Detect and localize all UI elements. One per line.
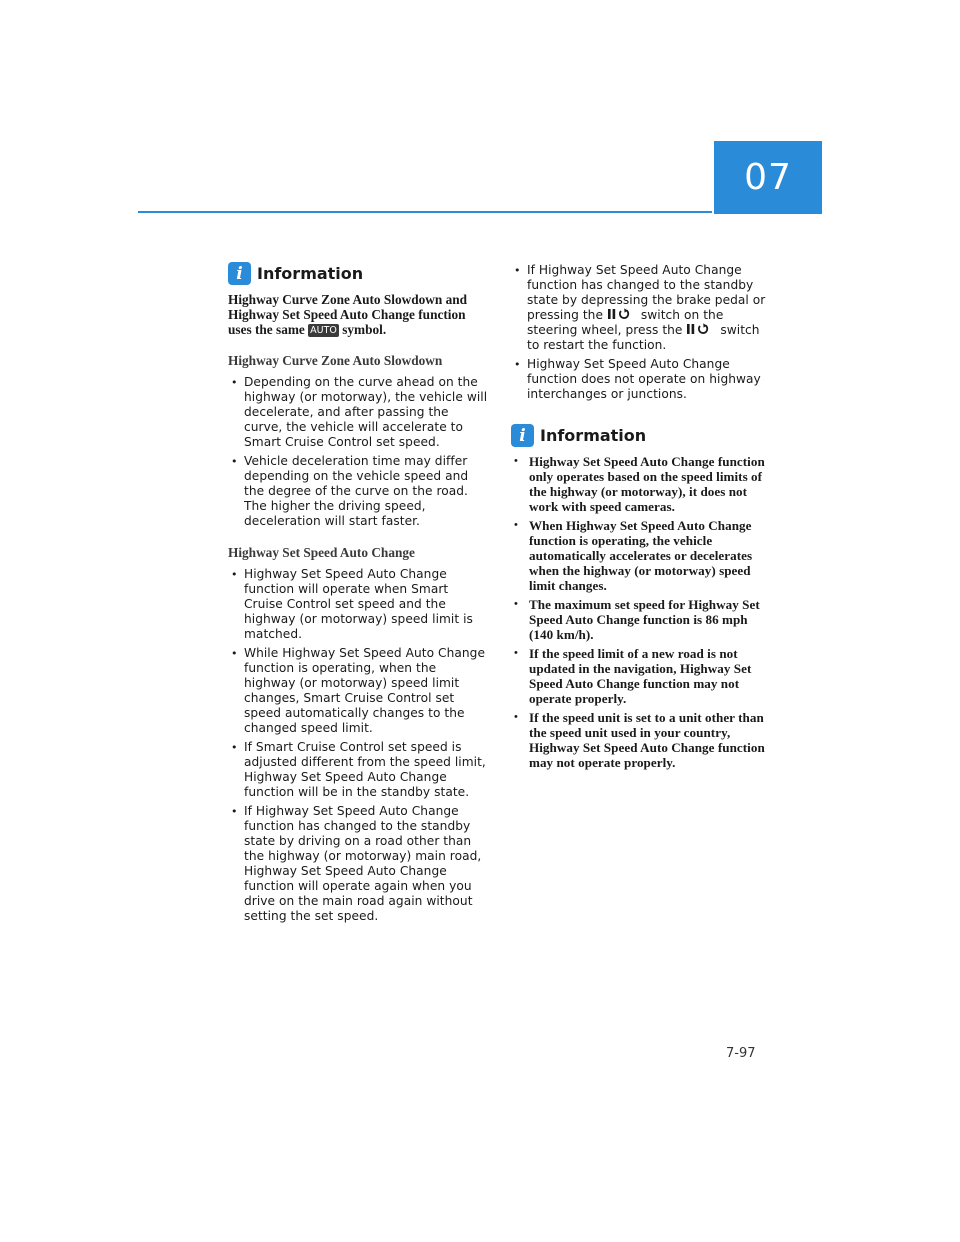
list-item: • If Highway Set Speed Auto Change function has changed to the standby state by driving on a road other than the highway (or motorway) main road, Highway Set Speed Auto Change function will operate again when you drive on the main road again without setting the set speed.	[228, 804, 490, 924]
page-number: 7-97	[726, 1046, 756, 1061]
list-item: • Highway Set Speed Auto Change function only operates based on the speed limits of the highway (or motorway), it does not work with speed cameras.	[511, 454, 773, 514]
cruise-pause-resume-icon	[686, 323, 716, 335]
list-item: • If Smart Cruise Control set speed is adjusted different from the speed limit, Highway Set Speed Auto Change function will be in the standby state.	[228, 740, 490, 800]
set-speed-list-continued	[511, 263, 773, 402]
header-rule	[138, 211, 712, 213]
list-item: • Highway Set Speed Auto Change function will operate when Smart Cruise Control set speed and the highway (or motorway) speed limit is matched.	[228, 567, 490, 642]
info-intro: Highway Curve Zone Auto Slowdown and Highway Set Speed Auto Change function uses the same AUTO symbol.	[228, 292, 468, 337]
cruise-pause-resume-icon	[607, 308, 637, 320]
list-item: • Depending on the curve ahead on the highway (or motorway), the vehicle will decelerate, and after passing the curve, the vehicle will accelerate to Smart Cruise Control set speed.	[228, 375, 490, 450]
left-column	[228, 262, 490, 928]
list-item: • While Highway Set Speed Auto Change function is operating, when the highway (or motorway) speed limit changes, Smart Cruise Control set speed automatically changes to the changed speed limit.	[228, 646, 490, 736]
right-column	[511, 263, 773, 774]
chapter-tab	[714, 141, 822, 214]
info-title: Information	[540, 426, 647, 445]
info-heading-right	[511, 424, 773, 447]
auto-symbol-icon: AUTO	[310, 325, 337, 336]
section-title-curve-zone: Highway Curve Zone Auto Slowdown	[228, 353, 443, 368]
information-icon: i	[228, 262, 251, 285]
set-speed-list	[228, 567, 490, 924]
information-icon: i	[511, 424, 534, 447]
list-item: • If Highway Set Speed Auto Change function has changed to the standby state by depressing the brake pedal or pressing the switch on the steering wheel, press the switch to restart the function.	[511, 263, 773, 353]
list-item: • If the speed limit of a new road is not updated in the navigation, Highway Set Speed Auto Change function may not operate properly.	[511, 646, 773, 706]
list-item: • If the speed unit is set to a unit other than the speed unit used in your country, Highway Set Speed Auto Change function may not operate properly.	[511, 710, 773, 770]
info-notes-list	[511, 454, 773, 770]
chapter-number: 07	[744, 157, 792, 198]
list-item: • Vehicle deceleration time may differ depending on the vehicle speed and the degree of the curve on the road. The higher the driving speed, deceleration will start faster.	[228, 454, 490, 529]
list-item: • Highway Set Speed Auto Change function does not operate on highway interchanges or junctions.	[511, 357, 773, 402]
list-item: • When Highway Set Speed Auto Change function is operating, the vehicle automatically accelerates or decelerates when the highway (or motorway) speed limit changes.	[511, 518, 773, 593]
info-heading-left	[228, 262, 490, 285]
curve-zone-list	[228, 375, 490, 529]
list-item: • The maximum set speed for Highway Set Speed Auto Change function is 86 mph (140 km/h).	[511, 597, 773, 642]
section-title-set-speed: Highway Set Speed Auto Change	[228, 545, 415, 560]
info-title: Information	[257, 264, 364, 283]
